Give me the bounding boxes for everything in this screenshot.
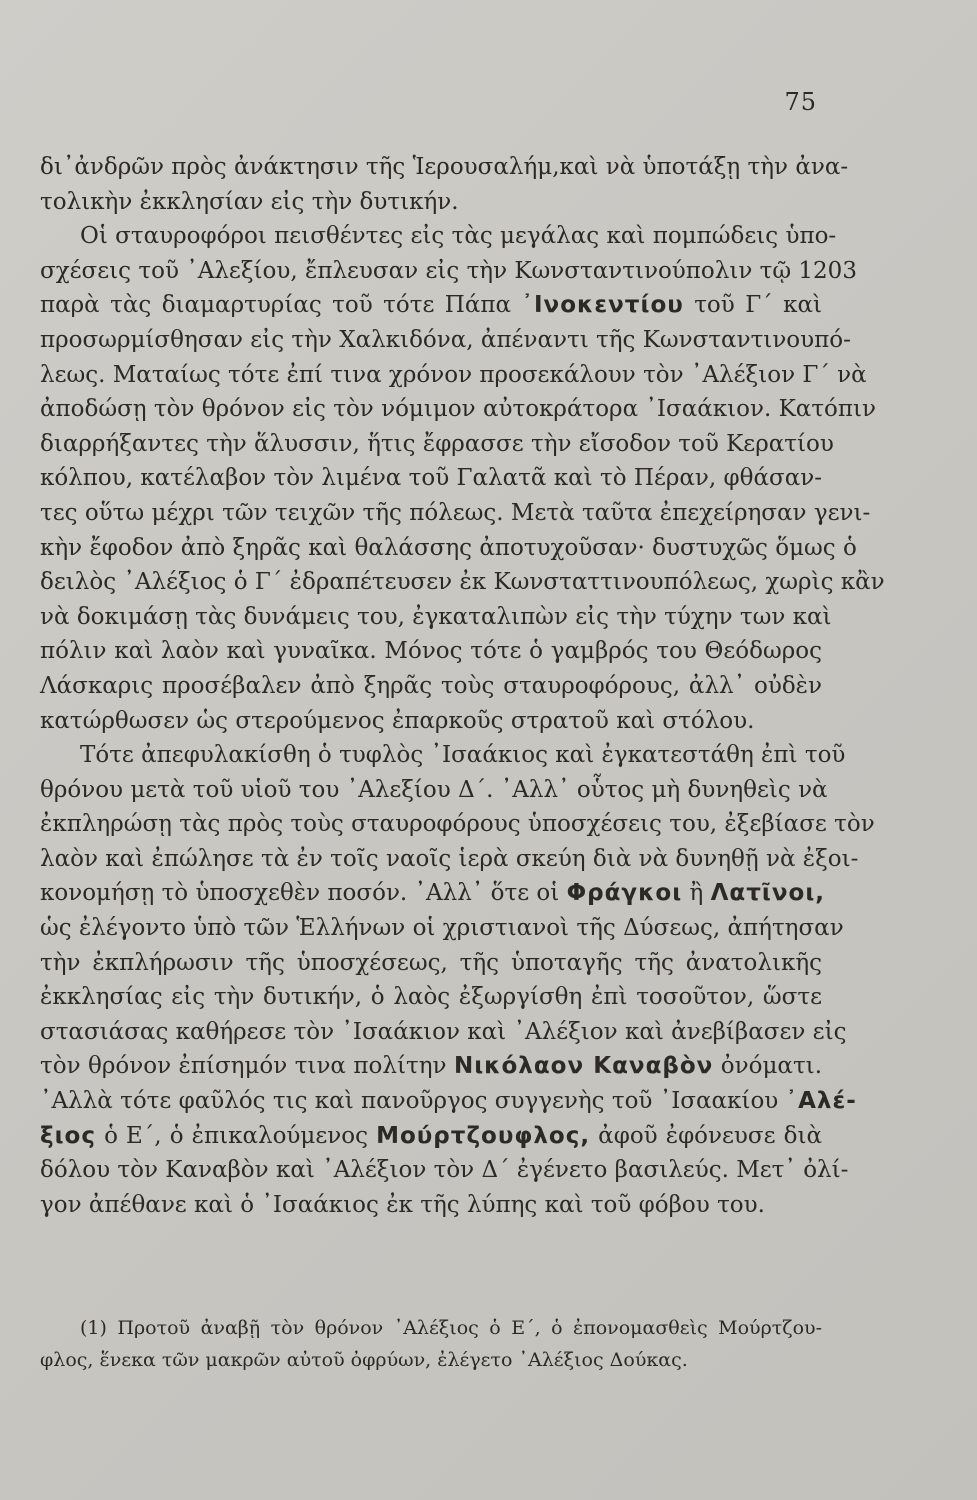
bold-name: Φράγκοι	[566, 880, 683, 907]
text-segment: ἀποδώσῃ τὸν θρόνον εἰς τὸν νόμιμον αὐτοκράτορα ᾽Ισαάκιον. Κατόπιν	[40, 396, 877, 423]
text-segment: κονομήσῃ τὸ ὑποσχεθὲν ποσόν. ᾽Αλλ᾽ ὅτε οἱ	[40, 880, 567, 907]
text-line	[40, 392, 877, 427]
text-line	[40, 1153, 849, 1188]
text-line	[40, 323, 851, 358]
text-line	[40, 669, 822, 704]
text-segment: τὴν ἐκπλήρωσιν τῆς ὑποσχέσεως, τῆς ὑποταγῆς τῆς ἀνατολικῆς	[40, 949, 822, 976]
text-line	[40, 461, 822, 496]
text-line	[40, 704, 822, 739]
text-line	[40, 1015, 847, 1050]
text-segment: Τότε ἀπεφυλακίσθη ὁ τυφλὸς ᾽Ισαάκιος καὶ ἐγκατεστάθη ἐπὶ τοῦ	[80, 742, 846, 769]
text-segment: ὁ Ε΄, ὁ ἐπικαλούμενος	[96, 1122, 377, 1149]
bold-name: Μούρτζουφλος,	[376, 1122, 591, 1149]
text-segment: ὡς ἐλέγοντο ὑπὸ τῶν Ἑλλήνων οἱ χριστιανοὶ τῆς Δύσεως, ἀπήτησαν	[40, 915, 844, 942]
text-line	[40, 842, 859, 877]
text-line	[40, 219, 837, 254]
text-segment: ἢ	[682, 880, 711, 907]
text-line	[40, 1049, 822, 1084]
text-segment: διαρρήξαντες τὴν ἅλυσσιν, ἥτις ἔφρασσε τὴν εἴσοδον τοῦ Κερατίου	[40, 430, 834, 457]
text-line	[40, 911, 844, 946]
text-line	[40, 531, 857, 566]
text-segment: ἐκπληρώσῃ τὰς πρὸς τοὺς σταυροφόρους ὑποσχέσεις του, ἐξεβίασε τὸν	[40, 811, 875, 838]
text-line	[40, 254, 857, 289]
text-line	[40, 876, 826, 911]
footnote-line: (1) Προτοῦ ἀναβῇ τὸν θρόνον ᾽Αλέξιος ὁ Ε΄, ὁ ἐπονομασθεὶς Μούρτζου-	[80, 1317, 822, 1339]
text-segment: λαὸν καὶ ἐπώλησε τὰ ἐν τοῖς ναοῖς ἱερὰ σκεύη διὰ νὰ δυνηθῇ νὰ ἐξοι-	[40, 845, 859, 872]
bold-name: Λατῖνοι,	[710, 880, 826, 907]
text-segment: παρὰ τὰς διαμαρτυρίας τοῦ τότε Πάπα	[40, 292, 522, 319]
text-segment: Οἱ σταυροφόροι πεισθέντες εἰς τὰς μεγάλας καὶ πομπώδεις ὑπο-	[80, 223, 837, 250]
body-text	[40, 150, 885, 1222]
text-segment: Λάσκαρις προσέβαλεν ἀπὸ ξηρᾶς τοὺς σταυροφόρους, ἀλλ᾽ οὐδὲν	[40, 672, 822, 699]
text-segment: τοῦ Γ΄ καὶ	[683, 292, 822, 319]
footnotes	[40, 1312, 822, 1376]
text-line	[40, 634, 822, 669]
bold-name: ξιος	[40, 1122, 96, 1149]
text-line	[40, 807, 875, 842]
text-line	[40, 288, 822, 323]
text-line	[40, 946, 822, 981]
bold-name: ᾽Αλέ-	[785, 1088, 857, 1115]
text-line	[40, 1084, 857, 1119]
text-segment: ᾽Αλλὰ τότε φαῦλός τις καὶ πανοῦργος συγγενὴς τοῦ ᾽Ισαακίου	[40, 1088, 786, 1115]
text-line	[40, 738, 846, 773]
text-segment: νὰ δοκιμάσῃ τὰς δυνάμεις του, ἐγκαταλιπὼν εἰς τὴν τύχην των καὶ	[40, 603, 832, 630]
text-segment: τολικὴν ἐκκλησίαν εἰς τὴν δυτικήν.	[40, 188, 459, 215]
text-segment: ἐκκλησίας εἰς τὴν δυτικήν, ὁ λαὸς ἐξωργίσθη ἐπὶ τοσοῦτον, ὥστε	[40, 984, 822, 1011]
text-segment: σχέσεις τοῦ ᾽Αλεξίου, ἔπλευσαν εἰς τὴν Κωνσταντινούπολιν τῷ 1203	[40, 257, 857, 284]
text-segment: δι᾽ἀνδρῶν πρὸς ἀνάκτησιν τῆς Ἱερουσαλήμ,καὶ νὰ ὑποτάξῃ τὴν ἀνα-	[40, 154, 849, 180]
text-segment: πόλιν καὶ λαὸν καὶ γυναῖκα. Μόνος τότε ὁ γαμβρός του Θεόδωρος	[40, 638, 822, 665]
text-segment: τὸν θρόνον ἐπίσημόν τινα πολίτην	[40, 1053, 454, 1080]
text-segment: κατώρθωσεν ὡς στερούμενος ἐπαρκοῦς στρατοῦ καὶ στόλου.	[40, 707, 755, 734]
text-line	[40, 150, 849, 185]
text-segment: λεως. Ματαίως τότε ἐπί τινα χρόνον προσεκάλουν τὸν ᾽Αλέξιον Γ΄ νὰ	[40, 361, 867, 388]
text-segment: κὴν ἔφοδον ἀπὸ ξηρᾶς καὶ θαλάσσης ἀποτυχοῦσαν· δυστυχῶς ὅμως ὁ	[40, 534, 857, 561]
text-segment: στασιάσας καθήρεσε τὸν ᾽Ισαάκιον καὶ ᾽Αλέξιον καὶ ἀνεβίβασεν εἰς	[40, 1018, 847, 1045]
text-line	[40, 773, 828, 808]
text-line	[40, 496, 871, 531]
text-segment: κόλπου, κατέλαβον τὸν λιμένα τοῦ Γαλατᾶ καὶ τὸ Πέραν, φθάσαν-	[40, 465, 822, 492]
text-line	[40, 980, 822, 1015]
text-segment: θρόνου μετὰ τοῦ υἱοῦ του ᾽Αλεξίου Δ΄. ᾽Αλλ᾽ οὗτος μὴ δυνηθεὶς νὰ	[40, 776, 828, 803]
text-line	[40, 1119, 822, 1154]
text-line	[40, 427, 834, 462]
text-segment: δόλου τὸν Καναβὸν καὶ ᾽Αλέξιον τὸν Δ΄ ἐγένετο βασιλεύς. Μετ᾽ ὀλί-	[40, 1157, 849, 1184]
text-segment: γον ἀπέθανε καὶ ὁ ᾽Ισαάκιος ἐκ τῆς λύπης καὶ τοῦ φόβου του.	[40, 1191, 765, 1218]
bold-name: Νικόλαον Καναβὸν	[453, 1053, 714, 1080]
text-segment: τες οὕτω μέχρι τῶν τειχῶν τῆς πόλεως. Μετὰ ταῦτα ἐπεχείρησαν γενι-	[40, 499, 871, 526]
footnote-line: φλος, ἕνεκα τῶν μακρῶν αὐτοῦ ὀφρύων, ἐλέγετο ᾽Αλέξιος Δούκας.	[40, 1349, 688, 1371]
text-line	[40, 565, 885, 600]
text-line	[40, 358, 867, 393]
text-segment: προσωρμίσθησαν εἰς τὴν Χαλκιδόνα, ἀπέναντι τῆς Κωνσταντινουπό-	[40, 326, 851, 353]
bold-name: ᾽Ινοκεντίου	[521, 292, 684, 319]
page-number: 75	[784, 88, 817, 116]
text-line	[40, 600, 832, 635]
text-segment: ἀφοῦ ἐφόνευσε διὰ	[590, 1122, 822, 1149]
text-segment: δειλὸς ᾽Αλέξιος ὁ Γ΄ ἐδραπέτευσεν ἐκ Κωνσταττινουπόλεως, χωρὶς κἂν	[40, 569, 885, 596]
text-line	[40, 185, 822, 220]
text-segment: ὀνόματι.	[713, 1053, 823, 1080]
text-line	[40, 1188, 822, 1223]
